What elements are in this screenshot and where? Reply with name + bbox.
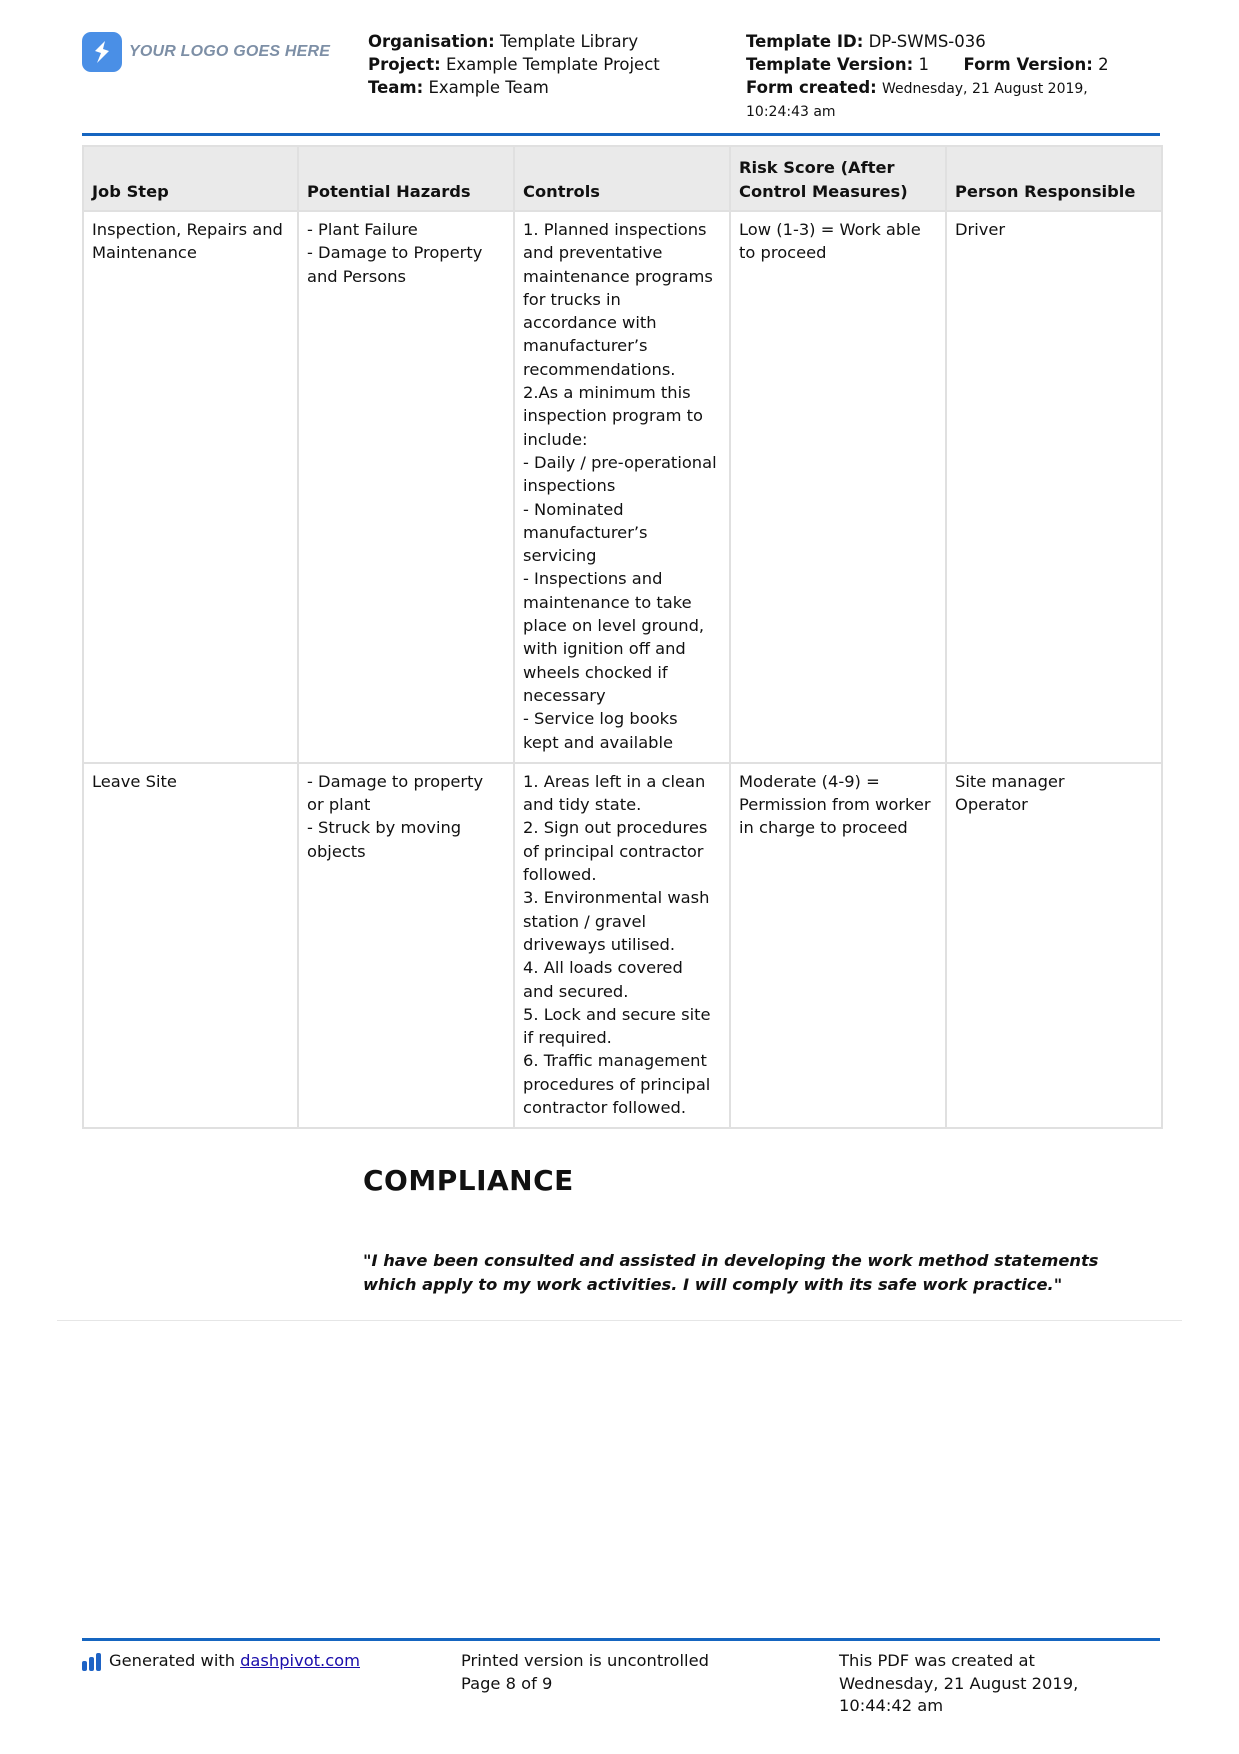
dashpivot-icon <box>82 1653 101 1671</box>
logo-text: YOUR LOGO GOES HERE <box>129 43 331 60</box>
cell-controls-line: and preventative <box>523 243 663 263</box>
form-created-label: Form created: <box>746 78 877 97</box>
cell-risk-score-line: to proceed <box>739 243 827 263</box>
cell-person-responsible <box>946 763 1162 1128</box>
pdf-created-time: 10:44:42 am <box>839 1696 944 1715</box>
form-created-time: 10:24:43 am <box>746 104 836 120</box>
cell-controls-line: inspection program to <box>523 406 704 426</box>
form-created-line <box>746 76 1109 101</box>
project-meta <box>368 30 660 99</box>
cell-job-step <box>83 763 298 1128</box>
compliance-quote: "I have been consulted and assisted in developing the work method statements which apply to my work activities. I will comply with its safe work practice." <box>363 1251 1099 1294</box>
cell-controls-line: for trucks in <box>523 289 621 309</box>
pdf-created-line: This PDF was created at <box>839 1651 1035 1670</box>
cell-controls-line: - Nominated <box>523 499 624 519</box>
cell-controls-line: contractor followed. <box>523 1097 686 1117</box>
cell-controls-line: 4. All loads covered <box>523 958 683 978</box>
cell-controls-line: recommendations. <box>523 359 676 379</box>
cell-potential-hazards <box>298 763 514 1128</box>
cell-controls-line: if required. <box>523 1028 612 1048</box>
project-label: Project: <box>368 55 441 74</box>
team-label: Team: <box>368 78 424 97</box>
uncontrolled-note: Printed version is uncontrolled <box>461 1651 709 1670</box>
cell-potential-hazards-line: objects <box>307 841 366 861</box>
cell-controls-line: include: <box>523 429 588 449</box>
template-id-value: DP-SWMS-036 <box>868 32 986 51</box>
cell-controls-line: kept and available <box>523 732 674 752</box>
template-meta <box>746 30 1109 124</box>
cell-potential-hazards-line: or plant <box>307 795 371 815</box>
cell-person-responsible-line: Site manager <box>955 771 1065 791</box>
cell-controls <box>514 211 730 763</box>
header-person-responsible: Person Responsible <box>946 146 1162 211</box>
cell-controls-line: procedures of principal <box>523 1074 711 1094</box>
cell-job-step-line: Maintenance <box>92 243 197 263</box>
header-potential-hazards: Potential Hazards <box>298 146 514 211</box>
cell-controls-line: inspections <box>523 476 616 496</box>
logo-icon <box>82 32 122 72</box>
header-risk-line: Risk Score (After <box>739 158 895 178</box>
cell-potential-hazards-line: - Plant Failure <box>307 220 418 239</box>
cell-potential-hazards <box>298 211 514 763</box>
form-version-label: Form Version: <box>963 55 1093 74</box>
cell-controls-line: necessary <box>523 685 606 705</box>
footer-rule <box>82 1638 1160 1641</box>
cell-controls-line: 2.As a minimum this <box>523 383 691 403</box>
page-header <box>82 26 1160 136</box>
header-controls: Controls <box>514 146 730 211</box>
cell-controls-line: - Daily / pre-operational <box>523 452 717 472</box>
company-logo <box>82 32 330 72</box>
team-line <box>368 76 660 99</box>
cell-risk-score-line: Low (1-3) = Work able <box>739 220 921 239</box>
table-header-row <box>83 146 1162 211</box>
cell-controls-line: maintenance to take <box>523 592 692 612</box>
cell-person-responsible-line: Operator <box>955 795 1028 815</box>
cell-person-responsible-line: Driver <box>955 220 1006 239</box>
cell-risk-score-line: Moderate (4-9) = <box>739 771 880 791</box>
version-line <box>746 53 1109 76</box>
cell-job-step-line: Inspection, Repairs and <box>92 220 283 239</box>
cell-controls-line: manufacturer’s <box>523 336 648 356</box>
cell-person-responsible <box>946 211 1162 763</box>
pdf-created <box>839 1650 1078 1718</box>
cell-potential-hazards-line: and Persons <box>307 266 406 286</box>
cell-controls-line: 2. Sign out procedures <box>523 818 708 838</box>
cell-potential-hazards-line: - Damage to Property <box>307 243 483 263</box>
header-risk-line: Control Measures) <box>739 181 908 201</box>
cell-risk-score-line: Permission from worker <box>739 795 931 815</box>
cell-controls-line: driveways utilised. <box>523 934 676 954</box>
cell-controls-line: servicing <box>523 546 597 566</box>
swms-table <box>82 145 1163 1129</box>
organisation-line <box>368 30 660 53</box>
cell-controls-line: - Inspections and <box>523 569 663 589</box>
template-id-line <box>746 30 1109 53</box>
table-row <box>83 763 1162 1128</box>
section-divider <box>57 1320 1182 1321</box>
header-risk-score <box>730 146 946 211</box>
pdf-created-date: Wednesday, 21 August 2019, <box>839 1673 1079 1693</box>
cell-controls-line: 1. Planned inspections <box>523 220 707 239</box>
header-rule <box>82 133 1160 136</box>
print-status <box>461 1650 709 1695</box>
organisation-value: Template Library <box>499 32 639 51</box>
table-row <box>83 211 1162 763</box>
cell-controls-line: 3. Environmental wash <box>523 888 710 908</box>
cell-controls-line: of principal contractor <box>523 841 704 861</box>
cell-controls-line: 1. Areas left in a clean <box>523 771 706 791</box>
cell-job-step <box>83 211 298 763</box>
cell-controls-line: wheels chocked if <box>523 662 668 682</box>
cell-potential-hazards-line: - Struck by moving <box>307 818 462 838</box>
cell-controls-line: place on level ground, <box>523 616 705 636</box>
project-line <box>368 53 660 76</box>
cell-controls-line: 5. Lock and secure site <box>523 1004 711 1024</box>
form-version-value: 2 <box>1098 55 1109 74</box>
cell-controls-line: and tidy state. <box>523 795 642 815</box>
generated-with <box>82 1650 360 1673</box>
cell-controls-line: station / gravel <box>523 911 647 931</box>
team-value: Example Team <box>428 78 549 97</box>
cell-controls <box>514 763 730 1128</box>
cell-job-step-line: Leave Site <box>92 771 177 791</box>
cell-potential-hazards-line: - Damage to property <box>307 771 484 791</box>
cell-controls-line: maintenance programs <box>523 266 713 286</box>
form-created-date: Wednesday, 21 August 2019, <box>882 81 1088 97</box>
cell-controls-line: and secured. <box>523 981 629 1001</box>
generated-prefix: Generated with <box>109 1651 236 1670</box>
cell-risk-score <box>730 211 946 763</box>
template-id-label: Template ID: <box>746 32 864 51</box>
organisation-label: Organisation: <box>368 32 495 51</box>
page-number: Page 8 of 9 <box>461 1673 553 1693</box>
cell-risk-score-line: in charge to proceed <box>739 818 908 838</box>
cell-controls-line: accordance with <box>523 313 657 333</box>
template-version-label: Template Version: <box>746 55 914 74</box>
cell-controls-line: with ignition off and <box>523 639 686 659</box>
cell-controls-line: 6. Traffic management <box>523 1051 707 1071</box>
project-value: Example Template Project <box>445 55 660 74</box>
cell-controls-line: followed. <box>523 865 597 885</box>
dashpivot-link[interactable]: dashpivot.com <box>240 1651 360 1670</box>
cell-risk-score <box>730 763 946 1128</box>
header-job-step: Job Step <box>83 146 298 211</box>
cell-controls-line: manufacturer’s <box>523 522 648 542</box>
template-version-value: 1 <box>918 55 929 74</box>
compliance-title: COMPLIANCE <box>363 1164 574 1197</box>
cell-controls-line: - Service log books <box>523 709 678 729</box>
